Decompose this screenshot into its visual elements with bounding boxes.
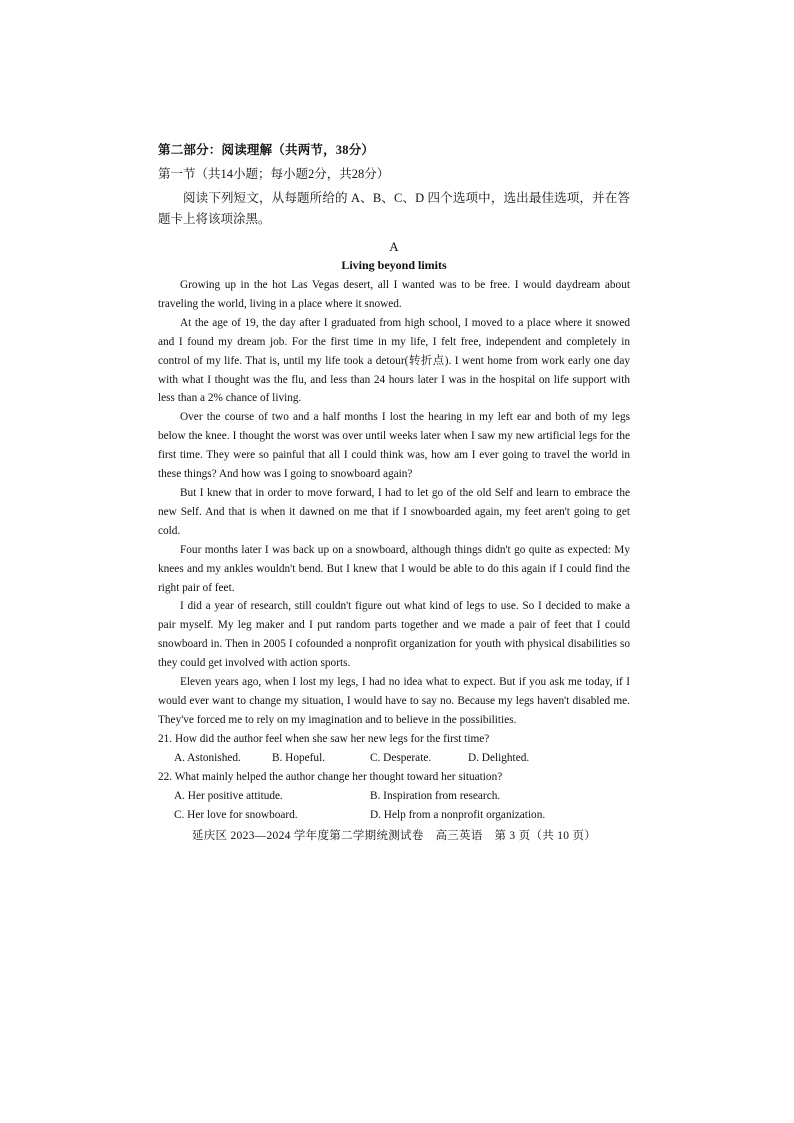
passage-letter: A: [389, 239, 399, 254]
page-footer: 延庆区 2023—2024 学年度第二学期统测试卷 高三英语 第 3 页（共 10 页）: [191, 829, 597, 842]
option-b: B. Hopeful.: [272, 751, 326, 764]
section-title: 第二部分：阅读理解（共两节，38分）: [158, 143, 375, 157]
passage-paragraph: Eleven years ago, when I lost my legs, I had no idea what to expect. But if you ask me today, if I would ever want to change my situation, I would have to say no. Because my legs haven't disabled me. They've forced me to rely on my imagination and to believe in the possibilities.: [158, 676, 630, 726]
option-c: C. Desperate.: [370, 751, 432, 764]
option-c: C. Her love for snowboard.: [174, 808, 298, 821]
question-21-options: [158, 749, 630, 768]
passage-paragraph: Four months later I was back up on a snowboard, although things didn't go quite as expected: My knees and my ankles wouldn't bend. But I knew that I would be able to do this again if I could find the right pair of feet.: [158, 543, 630, 594]
passage-paragraph: But I knew that in order to move forward, I had to let go of the old Self and learn to embrace the new Self. And that is when it dawned on me that if I snowboarded again, my feet aren't going to get cold.: [158, 486, 630, 537]
option-b: B. Inspiration from research.: [370, 789, 501, 802]
passage-paragraph: Growing up in the hot Las Vegas desert, all I wanted was to be free. I would daydream about traveling the world, living in a place where it snowed.: [158, 279, 630, 310]
exam-page: [158, 140, 630, 845]
question-22-options-row2: [158, 806, 630, 825]
passage-title: Living beyond limits: [341, 258, 447, 272]
passage-paragraph: I did a year of research, still couldn't figure out what kind of legs to use. So I decided to make a pair myself. My leg maker and I put random parts together and we made a pair of feet that I could snowboard in. Then in 2005 I cofounded a nonprofit organization for youth with physical disabilities so they could get involved with action sports.: [158, 600, 630, 670]
question-21-stem: 21. How did the author feel when she saw her new legs for the first time?: [158, 732, 490, 745]
option-a: A. Astonished.: [174, 751, 241, 764]
passage-paragraph: Over the course of two and a half months I lost the hearing in my left ear and both of my legs below the knee. I thought the worst was over until weeks later when I saw my new artificial legs for the first time. They were so painful that all I could think was, how am I ever going to travel the world in these things? And how was I going to snowboard again?: [158, 411, 630, 481]
option-d: D. Help from a nonprofit organization.: [370, 808, 546, 821]
question-22-stem: 22. What mainly helped the author change her thought toward her situation?: [158, 770, 503, 783]
passage-paragraph: At the age of 19, the day after I graduated from high school, I moved to a place where it snowed and I found my dream job. For the first time in my life, I felt free, independent and completely in control of my life. That is, until my life took a detour(转折点). I went home from work early one day with what I thought was the flu, and less than 24 hours later I was in the hospital on life support with less than a 2% chance of living.: [158, 316, 630, 405]
section-subtitle: 第一节（共14小题；每小题2分，共28分）: [158, 167, 390, 181]
option-a: A. Her positive attitude.: [174, 789, 283, 802]
question-22-options-row1: [158, 787, 630, 806]
directions-text: 阅读下列短文，从每题所给的 A、B、C、D 四个选项中，选出最佳选项，并在答题卡上将该项涂黑。: [158, 191, 630, 226]
option-d: D. Delighted.: [468, 751, 530, 764]
